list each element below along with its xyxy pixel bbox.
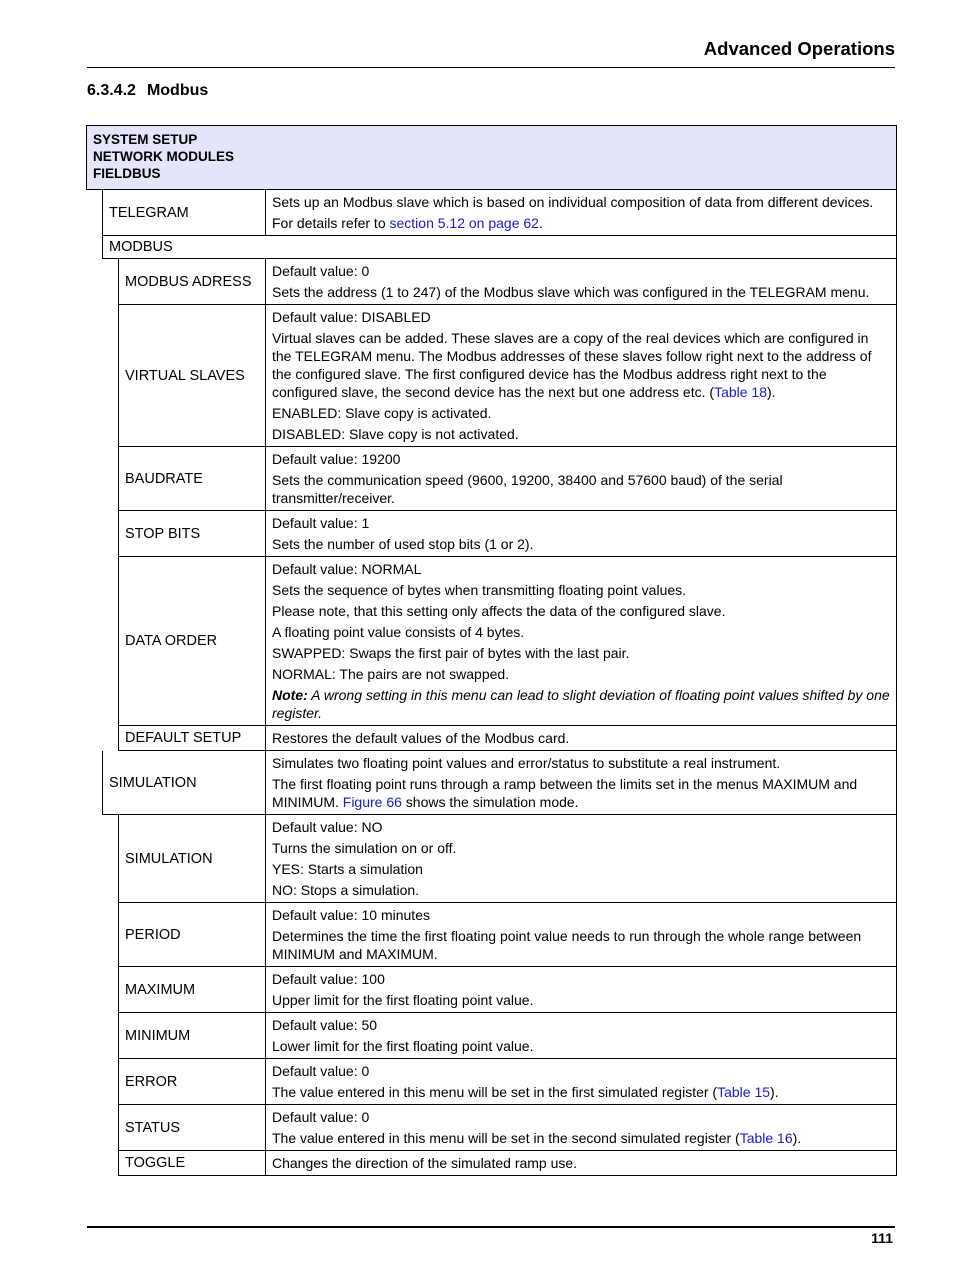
row-default-setup [118,726,897,751]
default-value: Default value: 0 [272,1063,370,1079]
default-value: Default value: 19200 [272,451,401,467]
description-line: Lower limit for the first floating point value. [272,1038,534,1054]
description-line: Determines the time the first floating point value needs to run through the whole range between MINIMUM and MAXIMUM. [272,928,862,962]
row-description [266,815,896,902]
row-data-order [118,557,897,726]
row-simulation [118,815,897,903]
description-line: The first floating point runs through a ramp between the limits set in the menus MAXIMUM and MINIMUM. Figure 66 shows the simulation mode. [272,776,858,810]
row-maximum [118,967,897,1013]
default-value: Default value: 100 [272,971,385,987]
row-description [266,1151,896,1175]
row-label: BAUDRATE [118,447,266,510]
description-line: Sets the communication speed (9600, 19200, 38400 and 57600 baud) of the serial transmitter/receiver. [272,472,783,506]
row-label: STATUS [118,1105,266,1150]
description-line: DISABLED: Slave copy is not activated. [272,426,519,442]
row-description [266,259,896,304]
table-link[interactable]: Table 16 [739,1130,793,1146]
description-line: Turns the simulation on or off. [272,840,457,856]
description-line: The value entered in this menu will be set in the second simulated register (Table 16). [272,1130,802,1146]
description-line: ENABLED: Slave copy is activated. [272,405,492,421]
row-description [266,903,896,966]
header-rule [87,67,895,68]
row-baudrate [118,447,897,511]
default-value: Default value: NORMAL [272,561,422,577]
description-line: NO: Stops a simulation. [272,882,420,898]
menu-path-item: NETWORK MODULES [93,149,234,164]
description-line: SWAPPED: Swaps the first pair of bytes with the last pair. [272,645,630,661]
row-description [266,557,896,725]
menu-table [86,125,897,1176]
row-modbus-adress [118,259,897,305]
description-line: Upper limit for the first floating point value. [272,992,534,1008]
row-description [266,751,896,814]
chapter-title: Advanced Operations [703,38,895,59]
default-value: Default value: DISABLED [272,309,431,325]
row-description [266,305,896,446]
default-value: Default value: 10 minutes [272,907,430,923]
description-line: Virtual slaves can be added. These slaves are a copy of the real devices which are configured in the TELEGRAM menu. The Modbus addresses of these slaves follow right next to the address of the configured slave. The first configured device has the Modbus address right next to the configured slave, the second device has the next but one address etc. (Table 18). [272,330,872,400]
table-link[interactable]: Table 15 [717,1084,771,1100]
row-description [266,1059,896,1104]
description-line: Sets the number of used stop bits (1 or 2). [272,536,534,552]
description-line: A floating point value consists of 4 bytes. [272,624,525,640]
row-status [118,1105,897,1151]
page-number: 111 [871,1230,893,1246]
description-line: Restores the default values of the Modbus card. [272,730,570,746]
description-line: Sets the sequence of bytes when transmitting floating point values. [272,582,687,598]
row-minimum [118,1013,897,1059]
description-line: The value entered in this menu will be set in the first simulated register (Table 15). [272,1084,779,1100]
row-label: ERROR [118,1059,266,1104]
row-telegram [102,190,897,236]
default-value: Default value: 0 [272,1109,370,1125]
default-value: Default value: NO [272,819,383,835]
row-label: VIRTUAL SLAVES [118,305,266,446]
row-stop-bits [118,511,897,557]
row-label: STOP BITS [118,511,266,556]
description-line: Please note, that this setting only affects the data of the configured slave. [272,603,726,619]
description-line: Sets up an Modbus slave which is based on individual composition of data from different devices. [272,194,874,210]
row-description [266,967,896,1012]
description-line: NORMAL: The pairs are not swapped. [272,666,510,682]
description-line: For details refer to section 5.12 on page 62. [272,215,543,231]
row-description [266,511,896,556]
default-value: Default value: 0 [272,263,370,279]
row-period [118,903,897,967]
row-simulation-group [102,751,897,815]
section-heading [87,82,208,100]
default-value: Default value: 50 [272,1017,378,1033]
menu-path-item: FIELDBUS [93,166,161,181]
row-label: TOGGLE [118,1151,266,1175]
figure-link[interactable]: Figure 66 [342,794,402,810]
row-description [266,726,896,750]
row-label: SIMULATION [102,751,266,814]
row-virtual-slaves [118,305,897,447]
row-description [266,447,896,510]
default-value: Default value: 1 [272,515,370,531]
row-modbus [102,236,897,259]
row-description [266,190,896,235]
row-error [118,1059,897,1105]
row-label: DATA ORDER [118,557,266,725]
description-line: Sets the address (1 to 247) of the Modbus slave which was configured in the TELEGRAM menu. [272,284,870,300]
row-label: TELEGRAM [102,190,266,235]
menu-path-header [86,125,897,190]
row-label: MODBUS [102,236,896,258]
description-line: Simulates two floating point values and error/status to substitute a real instrument. [272,755,781,771]
row-description [266,1013,896,1058]
note-label: Note: [272,687,308,703]
row-toggle [118,1151,897,1176]
row-label: MODBUS ADRESS [118,259,266,304]
section-title: Modbus [146,82,209,99]
row-label: MINIMUM [118,1013,266,1058]
row-label: DEFAULT SETUP [118,726,266,750]
menu-path-item: SYSTEM SETUP [93,132,198,147]
row-label: PERIOD [118,903,266,966]
row-description [266,1105,896,1150]
section-number: 6.3.4.2 [87,82,136,99]
footer-rule [87,1226,895,1228]
note: Note: A wrong setting in this menu can lead to slight deviation of floating point values shifted by one register. [272,687,890,721]
row-label: SIMULATION [118,815,266,902]
description-line: Changes the direction of the simulated ramp use. [272,1155,578,1171]
description-line: YES: Starts a simulation [272,861,423,877]
table-link[interactable]: Table 18 [714,384,767,400]
section-link[interactable]: section 5.12 on page 62 [389,215,539,231]
row-label: MAXIMUM [118,967,266,1012]
